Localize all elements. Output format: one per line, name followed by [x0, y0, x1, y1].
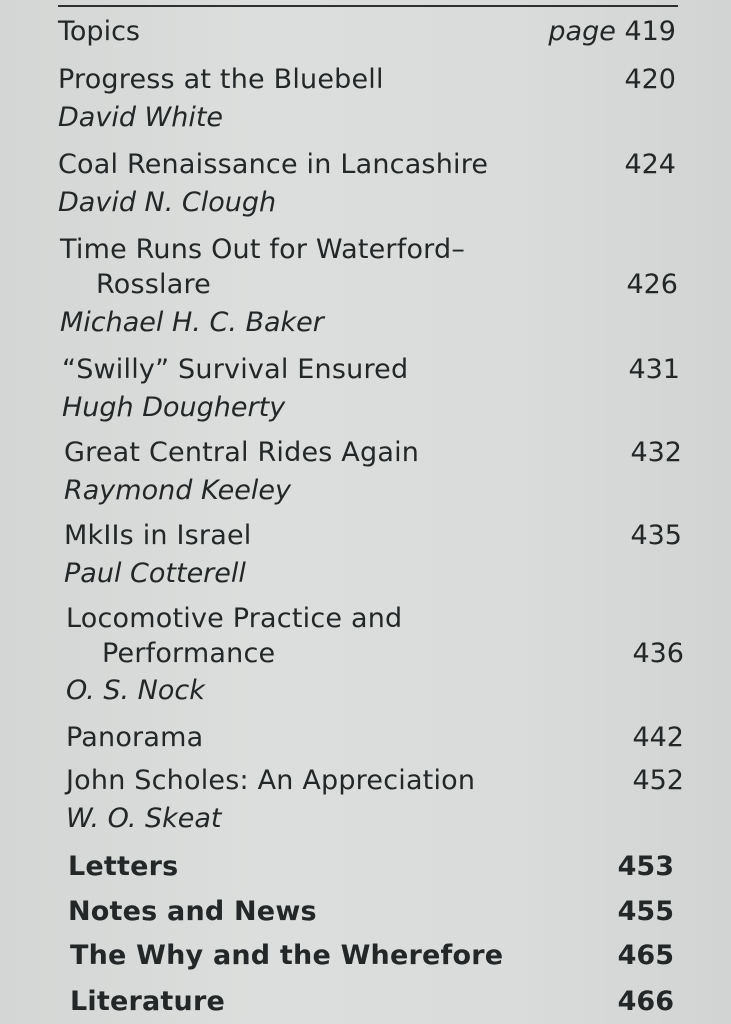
entry-page: 455: [617, 896, 674, 927]
entry-author: Michael H. C. Baker: [60, 307, 324, 338]
entry-title: John Scholes: An Appreciation: [66, 765, 476, 796]
entry-page: 431: [628, 354, 680, 385]
entry-page: 442: [632, 722, 684, 753]
entry-title-line1: Time Runs Out for Waterford–: [60, 234, 466, 265]
entry-page: 453: [617, 851, 674, 882]
entry-title-line2: Rosslare: [96, 269, 211, 300]
entry-page: 424: [624, 149, 676, 180]
entry-title: Notes and News: [68, 896, 317, 927]
entry-title: The Why and the Wherefore: [70, 940, 504, 971]
topics-page-number: 419: [624, 16, 676, 47]
entry-author: David N. Clough: [58, 187, 277, 218]
page-word: page: [548, 16, 616, 47]
topics-heading: Topics: [58, 16, 140, 47]
entry-page: 452: [632, 765, 684, 796]
entry-page: 466: [617, 986, 674, 1017]
entry-page: 465: [617, 940, 674, 971]
entry-title: Literature: [70, 986, 225, 1017]
entry-title: MkIIs in Israel: [64, 520, 252, 551]
topics-page-ref: [548, 14, 676, 50]
entry-author: W. O. Skeat: [66, 803, 222, 834]
entry-title: Coal Renaissance in Lancashire: [58, 149, 489, 180]
entry-author: Hugh Dougherty: [62, 392, 286, 423]
entry-page: 426: [626, 269, 678, 300]
entry-title: “Swilly” Survival Ensured: [62, 354, 409, 385]
entry-page: 436: [632, 638, 684, 669]
entry-page: 432: [630, 437, 682, 468]
entry-title-line2: Performance: [102, 638, 276, 669]
top-rule: [58, 5, 678, 7]
entry-author: David White: [58, 102, 224, 133]
entry-title: Great Central Rides Again: [64, 437, 420, 468]
entry-author: O. S. Nock: [66, 675, 205, 706]
entry-author: Paul Cotterell: [64, 558, 246, 589]
entry-author: Raymond Keeley: [64, 475, 291, 506]
entry-title: Progress at the Bluebell: [58, 64, 384, 95]
entry-page: 435: [630, 520, 682, 551]
entry-page: 420: [624, 64, 676, 95]
entry-title: Letters: [68, 851, 179, 882]
entry-title: Panorama: [66, 722, 204, 753]
entry-title-line1: Locomotive Practice and: [66, 603, 403, 634]
